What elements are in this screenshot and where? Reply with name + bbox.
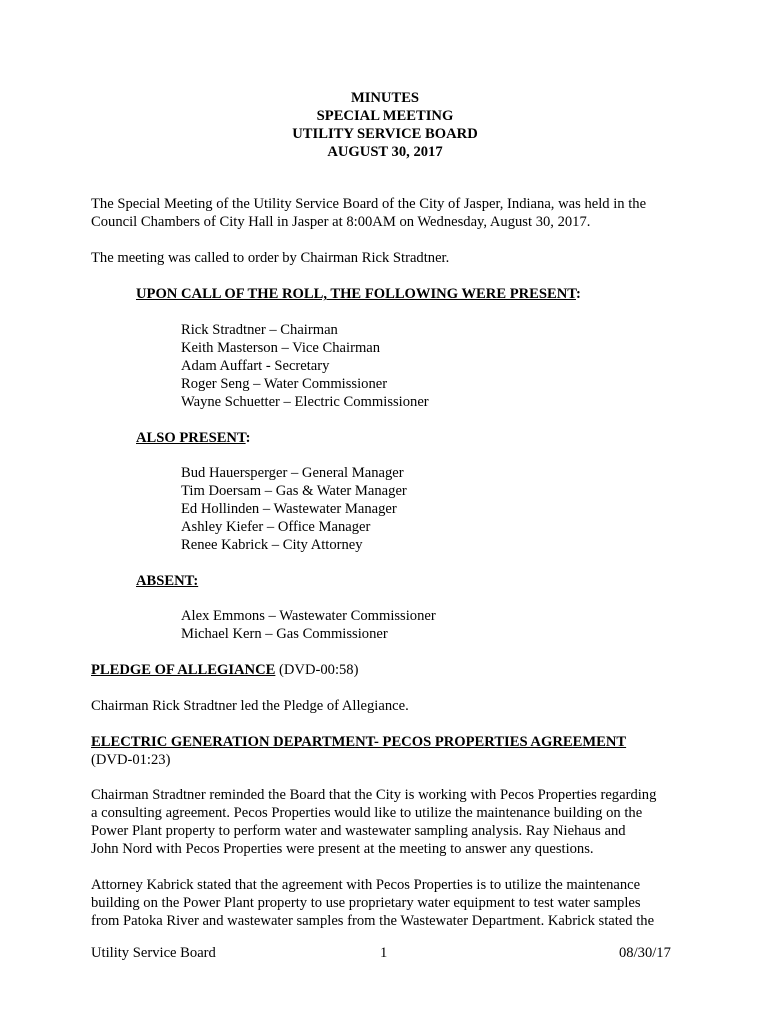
pledge-text: Chairman Rick Stradtner led the Pledge of Allegiance. — [91, 698, 409, 714]
electric-paragraph-line: a consulting agreement. Pecos Properties would like to utilize the maintenance building on the — [91, 805, 643, 821]
staff-member: Ed Hollinden – Wastewater Manager — [181, 501, 397, 517]
footer-page-number: 1 — [380, 945, 388, 961]
absent-member: Alex Emmons – Wastewater Commissioner — [181, 608, 436, 624]
absent-heading: ABSENT: — [136, 573, 199, 589]
present-member: Adam Auffart - Secretary — [181, 358, 330, 374]
roll-call-heading-colon: : — [575, 286, 581, 302]
present-member: Rick Stradtner – Chairman — [181, 322, 338, 338]
pledge-dvd-ref: (DVD-00:58) — [275, 662, 359, 678]
footer-date: 08/30/17 — [619, 945, 671, 961]
present-member: Wayne Schuetter – Electric Commissioner — [181, 394, 429, 410]
document-title — [0, 89, 770, 161]
electric-paragraph-line: from Patoka River and wastewater samples from the Wastewater Department. Kabrick stated the — [91, 913, 655, 929]
title-line: AUGUST 30, 2017 — [327, 144, 443, 160]
staff-member: Bud Hauersperger – General Manager — [181, 465, 404, 481]
title-line: UTILITY SERVICE BOARD — [292, 126, 478, 142]
also-present-heading-colon: : — [245, 430, 251, 446]
intro-line: The Special Meeting of the Utility Service Board of the City of Jasper, Indiana, was held in the — [91, 196, 647, 212]
electric-paragraph-line: Chairman Stradtner reminded the Board that the City is working with Pecos Properties regarding — [91, 787, 657, 803]
pledge-heading-text: PLEDGE OF ALLEGIANCE — [91, 662, 276, 678]
present-member: Roger Seng – Water Commissioner — [181, 376, 388, 392]
roll-call-heading-text: UPON CALL OF THE ROLL, THE FOLLOWING WERE PRESENT — [136, 286, 576, 302]
staff-member: Ashley Kiefer – Office Manager — [181, 519, 371, 535]
intro-line: Council Chambers of City Hall in Jasper at 8:00AM on Wednesday, August 30, 2017. — [91, 214, 591, 230]
present-member: Keith Masterson – Vice Chairman — [181, 340, 381, 356]
roll-call-heading — [136, 285, 581, 303]
title-line: SPECIAL MEETING — [316, 108, 454, 124]
footer-board-name: Utility Service Board — [91, 945, 216, 961]
electric-dvd-ref: (DVD-01:23) — [91, 752, 171, 768]
electric-paragraph-line: John Nord with Pecos Properties were present at the meeting to answer any questions. — [91, 841, 594, 857]
staff-member: Tim Doersam – Gas & Water Manager — [181, 483, 407, 499]
pledge-heading — [91, 661, 358, 679]
electric-paragraph-line: Attorney Kabrick stated that the agreement with Pecos Properties is to utilize the maintenance — [91, 877, 641, 893]
absent-member: Michael Kern – Gas Commissioner — [181, 626, 388, 642]
electric-heading: ELECTRIC GENERATION DEPARTMENT- PECOS PROPERTIES AGREEMENT — [91, 734, 627, 750]
call-to-order: The meeting was called to order by Chairman Rick Stradtner. — [91, 250, 450, 266]
title-line: MINUTES — [350, 90, 420, 106]
electric-paragraph-line: Power Plant property to perform water and wastewater sampling analysis. Ray Niehaus and — [91, 823, 626, 839]
staff-member: Renee Kabrick – City Attorney — [181, 537, 363, 553]
electric-paragraph-line: building on the Power Plant property to use proprietary water equipment to test water samples — [91, 895, 641, 911]
also-present-heading-text: ALSO PRESENT — [136, 430, 246, 446]
also-present-heading — [136, 429, 251, 447]
